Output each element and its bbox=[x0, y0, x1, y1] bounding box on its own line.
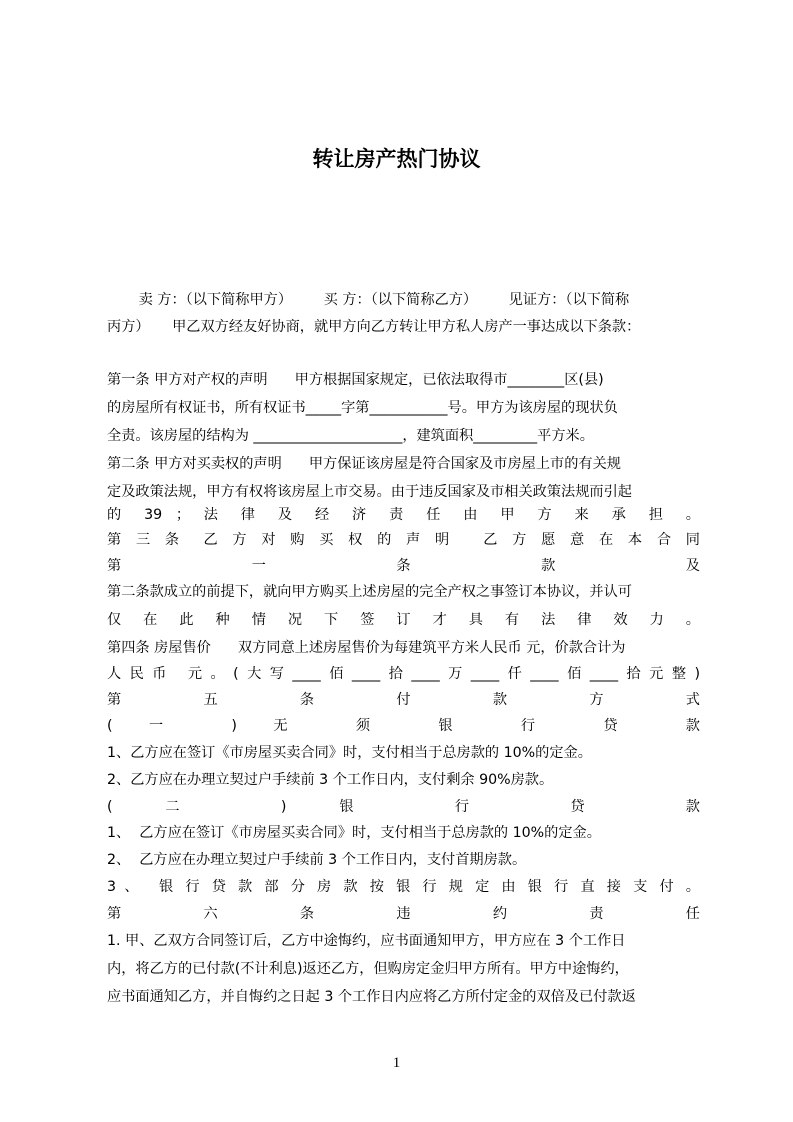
text-line: 第 五 条 付 款 方 式 bbox=[107, 692, 700, 708]
text-line: 卖 方：（以下简称甲方） 买 方：（以下简称乙方） 见证方：（以下简称 bbox=[107, 292, 630, 308]
text-line: 定及政策法规，甲方有权将该房屋上市交易。由于违反国家及市相关政策法规而引起 bbox=[107, 484, 632, 500]
text-line: 1、乙方应在签订《市房屋买卖合同》时，支付相当于总房款的 10%的定金。 bbox=[107, 745, 592, 761]
document-title: 转让房产热门协议 bbox=[312, 147, 481, 171]
text-line: 第 一 条 款 及 bbox=[107, 558, 700, 574]
text-line: ( 二 ) 银 行 贷 款 bbox=[107, 799, 700, 815]
text-line: 的房屋所有权证书，所有权证书_____字第___________号。甲方为该房屋的现状负 bbox=[107, 400, 618, 416]
text-line: 仅 在 此 种 情 况 下 签 订 才 具 有 法 律 效 力 。 bbox=[107, 612, 700, 628]
text-line: 人民币 元。(大写____佰____拾____万____仟____佰____拾元整) bbox=[107, 666, 700, 682]
text-line: 1. 甲、乙双方合同签订后，乙方中途悔约，应书面通知甲方，甲方应在 3 个工作日 bbox=[107, 933, 626, 949]
text-line: 1、 乙方应在签订《市房屋买卖合同》时，支付相当于总房款的 10%的定金。 bbox=[107, 825, 601, 841]
text-line: 第 六 条 违 约 责 任 bbox=[107, 906, 700, 922]
text-line: ( 一 ) 无 须 银 行 贷 款 bbox=[107, 718, 700, 734]
text-line: 第四条 房屋售价 双方同意上述房屋售价为每建筑平方米人民币 元，价款合计为 bbox=[107, 640, 626, 656]
text-line: 第二条 甲方对买卖权的声明 甲方保证该房屋是符合国家及市房屋上市的有关规 bbox=[107, 456, 621, 472]
text-line: 丙方） 甲乙双方经友好协商，就甲方向乙方转让甲方私人房产一事达成以下条款： bbox=[107, 319, 641, 335]
text-line: 全责。该房屋的结构为 _____________________，建筑面积_________平方米。 bbox=[107, 428, 594, 444]
text-line: 的 39 ； 法 律 及 经 济 责 任 由 甲 方 来 承 担 。 bbox=[107, 507, 700, 523]
text-line: 应书面通知乙方，并自悔约之日起 3 个工作日内应将乙方所付定金的双倍及已付款返 bbox=[107, 989, 636, 1005]
text-line: 内，将乙方的已付款(不计利息)返还乙方，但购房定金归甲方所有。甲方中途悔约， bbox=[107, 961, 629, 977]
text-line: 第 三 条 乙 方 对 购 买 权 的 声 明 乙 方 愿 意 在 本 合 同 bbox=[107, 532, 700, 548]
text-line: 3 、 银 行 贷 款 部 分 房 款 按 银 行 规 定 由 银 行 直 接 支 付 。 bbox=[107, 879, 700, 895]
page-number: 1 bbox=[392, 1055, 401, 1071]
text-line: 2、乙方应在办理立契过户手续前 3 个工作日内，支付剩余 90%房款。 bbox=[107, 772, 554, 788]
text-line: 第二条款成立的前提下，就向甲方购买上述房屋的完全产权之事签订本协议，并认可 bbox=[107, 584, 632, 600]
text-line: 第一条 甲方对产权的声明 甲方根据国家规定，已依法取得市________区(县) bbox=[107, 372, 604, 388]
text-line: 2、 乙方应在办理立契过户手续前 3 个工作日内，支付首期房款。 bbox=[107, 852, 527, 868]
